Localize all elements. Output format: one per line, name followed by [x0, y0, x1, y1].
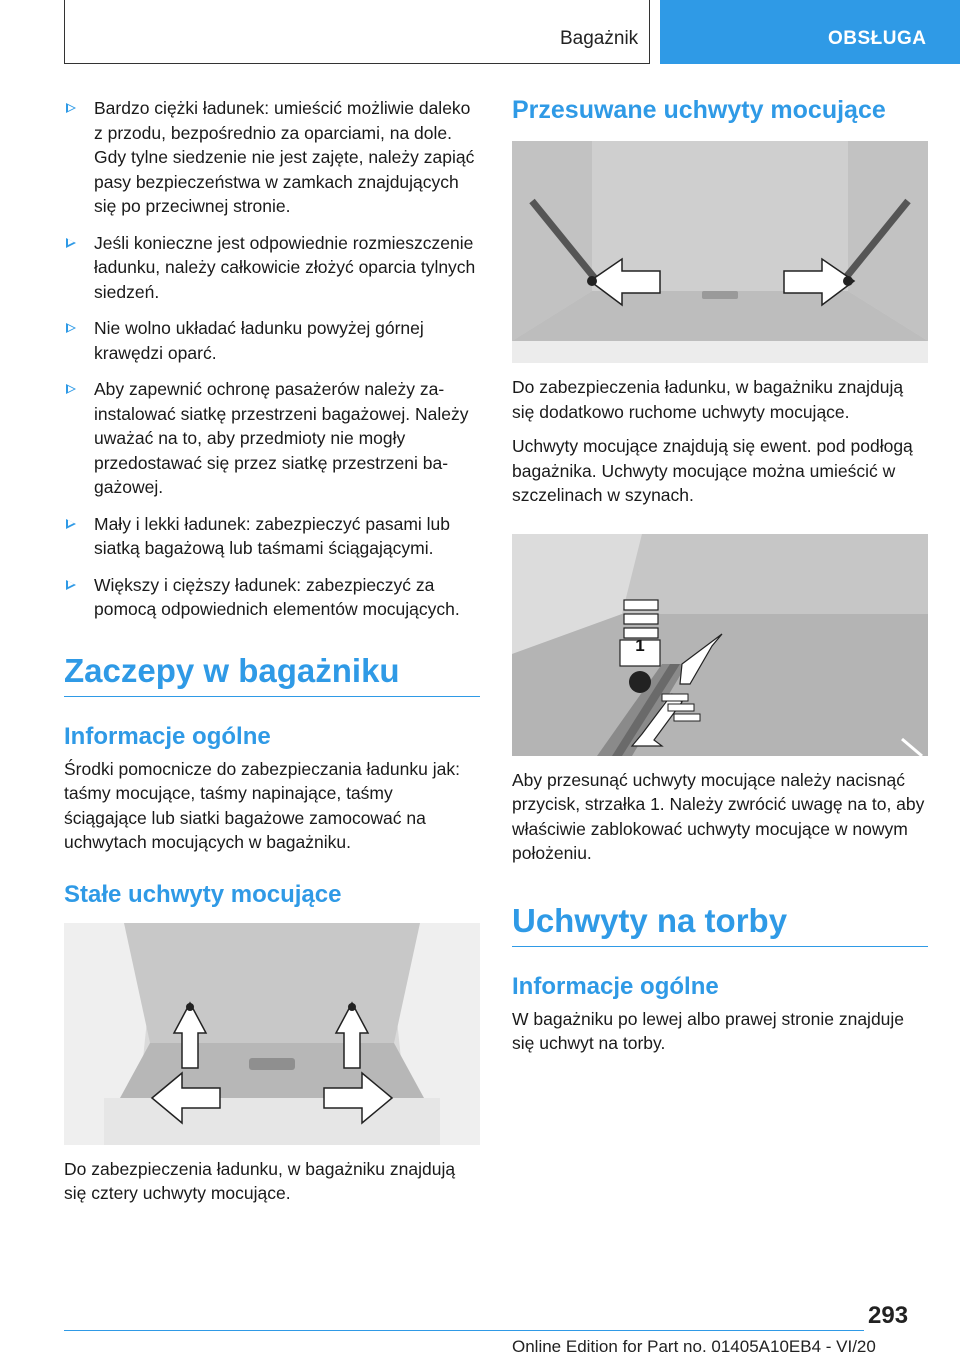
list-item: Nie wolno układać ładunku powyżej górnej krawędzi oparć.: [64, 316, 480, 365]
loading-tips-list: [64, 96, 480, 622]
list-item: Aby zapewnić ochronę pasażerów należy zainstalować siatkę przestrzeni bagażowej. Należy uważać na to, aby przedmioty nie mogły przedostawać się przez siatkę przestrzeni bagażowej.: [64, 377, 480, 500]
right-column: [512, 96, 928, 1066]
movable-eyes-text-3: Aby przesunąć uchwyty mocujące należy nacisnąć przycisk, strzałka 1. Należy zwrócić uwagę na to, aby właściwie zablokować uchwyty mocujące w nowym położeniu.: [512, 769, 925, 863]
bullet-triangle-icon: [66, 519, 76, 529]
bullet-triangle-icon: [66, 238, 76, 248]
movable-lashing-eyes-figure: [512, 141, 928, 363]
heading-movable-lashing-eyes: Przesuwane uchwyty mocujące: [512, 96, 886, 124]
footer-edition-text: Online Edition for Part no. 01405A10EB4 - VI/20: [512, 1337, 876, 1356]
list-item: Większy i cięższy ładunek: zabezpieczyć za pomocą odpowiednich elementów mocujących.: [64, 573, 480, 622]
list-item: Mały i lekki ładunek: zabezpieczyć pasami lub siatką bagażową lub taśmami ściągającymi.: [64, 512, 480, 561]
figure-callout-1: 1: [635, 635, 645, 655]
bullet-triangle-icon: [66, 323, 76, 333]
bullet-triangle-icon: [66, 384, 76, 394]
header-chapter-tab[interactable]: OBSŁUGA: [660, 0, 960, 64]
list-item: Bardzo ciężki ładunek: umieścić możliwie daleko z przodu, bezpośrednio za oparciami, na dole. Gdy tylne siedzenie nie jest zajęte, należy zapiąć pasy bezpieczeństwa w zamkach znajdujących się po przeciwnej stronie.: [64, 96, 480, 219]
section-title-lashing-eyes: Zaczepy w bagażniku: [64, 652, 480, 697]
movable-eyes-text-1: Do zabezpieczenia ładunku, w bagażniku znajdują się dodatkowo ruchome uchwyty mocujące.: [512, 377, 904, 422]
rail-release-button-illustration: [512, 534, 928, 756]
list-item: Jeśli konieczne jest odpowiednie rozmieszczenie ładunku, należy całkowicie złożyć oparcia tylnych siedzeń.: [64, 231, 480, 305]
trunk-fixed-eyes-illustration: [64, 923, 480, 1145]
heading-general-info: Informacje ogólne: [64, 722, 271, 750]
general-info-text: Środki pomocnicze do zabezpieczania ładunku jak: taśmy mocujące, taśmy napinające, taśmy ściągające lub siatki bagażowe zamocować na uchwytach mocujących w bagażniku.: [64, 758, 460, 852]
bullet-triangle-icon: [66, 580, 76, 590]
header-section-title: Bagażnik: [560, 28, 639, 49]
rail-button-figure: [512, 534, 928, 756]
trunk-rails-illustration: [512, 141, 928, 363]
fixed-lashing-eyes-figure: [64, 923, 480, 1145]
footer-divider: [64, 1330, 864, 1331]
page-number: 293: [868, 1302, 909, 1329]
heading-general-info-bag: Informacje ogólne: [512, 972, 719, 1000]
bag-hook-info-text: W bagażniku po lewej albo prawej stronie znajduje się uchwyt na torby.: [512, 1008, 905, 1053]
fixed-lashing-eyes-text: Do zabezpieczenia ładunku, w bagażniku znajdują się cztery uchwyty mocujące.: [64, 1158, 456, 1203]
bullet-triangle-icon: [66, 103, 76, 113]
heading-fixed-lashing-eyes: Stałe uchwyty mocujące: [64, 880, 342, 908]
movable-eyes-text-2: Uchwyty mocujące znajdują się ewent. pod podłogą bagażnika. Uchwyty mocujące można umieścić w szczelinach w szynach.: [512, 436, 913, 505]
section-title-bag-hooks: Uchwyty na torby: [512, 902, 928, 947]
left-column: [64, 96, 480, 1216]
